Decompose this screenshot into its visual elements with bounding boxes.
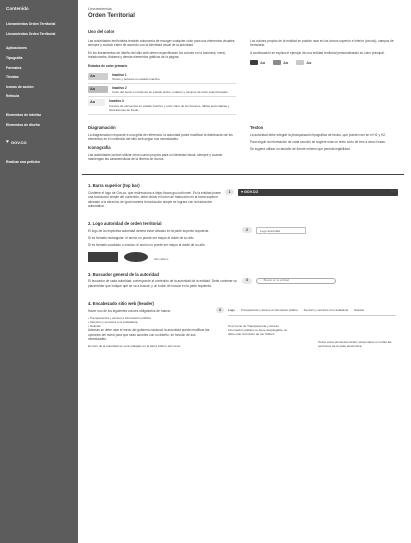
guideline-note: El color de la autoridad se verá reflejado en la barra inferior del menú. xyxy=(88,344,181,349)
state-chip: Aa xyxy=(88,99,105,106)
bullet-item: • Transparencia y acceso a información pública xyxy=(88,316,151,321)
bottom-note: Todos estos elementos deben presentarse en todas las secciones de la sede electrónica. xyxy=(318,340,392,349)
sidebar-item-lineamientos-2[interactable]: Lineamientos Orden Territorial xyxy=(6,31,56,36)
swatch-color xyxy=(250,60,258,65)
request-link[interactable]: Realizar una petición xyxy=(6,159,40,164)
icon-para: Las autoridades podrán utilizar otros iconos propios para su identidad visual, siempre y cuando mantengan las características de la librería de iconos. xyxy=(88,152,223,162)
section-divider xyxy=(82,174,404,175)
guideline-number: 2 xyxy=(242,227,252,233)
icon-heading: Iconografía xyxy=(88,145,111,151)
color-left-col xyxy=(88,39,236,115)
texts-para: Se sugiere utilizar un tamaño de fuente mínimo que permita legibilidad. xyxy=(250,147,351,152)
sidebar xyxy=(0,0,78,543)
state-desc: Color del hover en botones en estado activo, enlaces y campos de texto seleccionados. xyxy=(112,90,229,95)
diagram-left-col xyxy=(88,125,236,165)
sidebar-item-diseno[interactable]: Elementos de diseño xyxy=(6,122,40,127)
swatch xyxy=(296,60,311,65)
swatch xyxy=(250,60,265,65)
guideline-demo xyxy=(228,301,398,348)
bullet-item: • Atención y servicios a la ciudadanía xyxy=(88,320,138,325)
search-placeholder: Buscar en la entidad xyxy=(263,277,290,282)
swatch-color xyxy=(273,60,281,65)
guideline-text xyxy=(88,272,238,291)
guideline-search xyxy=(82,272,404,291)
guideline-para: Si es formato cuadrado o circular: el ancho no puede ser mayor al doble de su alto. xyxy=(88,243,206,248)
guideline-title: 1. Barra superior (top bar) xyxy=(88,183,140,189)
guideline-title: 2. Logo autoridad de orden territorial xyxy=(88,221,162,227)
shape-caption: Alto máximo xyxy=(154,258,169,262)
govco-logo-text: GOV.CO xyxy=(10,139,27,145)
header-demo xyxy=(228,307,396,316)
states-label: Estados de color primario xyxy=(88,64,128,69)
header-demo-logo: Logo xyxy=(228,308,235,313)
guideline-para: El logo de la respectiva autoridad deberá estar ubicado en la parte superior izquierda. xyxy=(88,228,210,233)
sidebar-title: Contenido xyxy=(6,6,29,11)
guideline-demo xyxy=(256,221,398,262)
state-chip: Aa xyxy=(88,73,108,80)
guideline-number: 1 xyxy=(225,189,234,195)
diagram-right-col xyxy=(250,125,398,165)
main-content xyxy=(82,0,404,358)
swatch-label: Aa xyxy=(260,60,266,66)
guideline-number: 3 xyxy=(242,278,252,284)
page-title: Orden Territorial xyxy=(88,13,135,20)
guideline-para: Además se debe usar el menú del gobierno nacional; la autoridad puede modificar las opciones del menú para que sean acordes con su diseño, en función de sus necesidades. xyxy=(88,328,210,341)
sidebar-item-tipografia[interactable]: Tipografía xyxy=(6,55,23,60)
state-name: Inactivo 1 xyxy=(112,72,127,77)
guideline-para: Hacer uso de los siguientes colores obligatorios de marca: xyxy=(88,308,171,313)
top-bar-logo: GOV.CO xyxy=(244,190,259,195)
heart-icon: ♥ xyxy=(241,190,245,195)
texts-para: La autoridad debe integrar la jerarquización tipográfica de títulos, que pueden ser en el H1 y H2. xyxy=(250,132,386,137)
color-section-heading: Uso del color xyxy=(88,29,115,35)
guideline-header xyxy=(82,301,404,348)
color-swatches xyxy=(250,60,398,65)
diagram-heading: Diagramación xyxy=(88,124,116,130)
color-para: Los colores propios de la entidad se podrán usar en los iconos superior e inferior (circulo), campos de formulario. xyxy=(250,39,394,48)
guideline-para: Si es formato rectangular: el ancho no puede ser mayor al doble de su alto. xyxy=(88,236,195,241)
state-desc: Textos y botones en estado inactivo. xyxy=(112,77,161,82)
state-text xyxy=(109,99,236,111)
side-note: Si el menú de Transparencia y acceso información pública no tiene desplegable, se debe usar la función de los 'drillers'. xyxy=(228,324,288,337)
search-input-demo[interactable] xyxy=(256,278,336,284)
state-chip: Aa xyxy=(88,86,108,93)
sidebar-item-iconos[interactable]: Iconos de acción xyxy=(6,84,34,89)
state-text xyxy=(112,73,160,81)
logo-authority-box: Logo autoridad xyxy=(256,227,306,234)
swatch-color xyxy=(296,60,304,65)
sidebar-item-interfaz[interactable]: Elementos de interfaz xyxy=(6,112,42,117)
guideline-demo xyxy=(256,272,398,291)
guideline-text xyxy=(88,301,212,348)
state-name: Inactivo 2 xyxy=(112,86,127,91)
sidebar-item-tiendas[interactable]: Tiendas xyxy=(6,75,19,80)
guideline-top-bar xyxy=(82,183,404,211)
guideline-number: 4 xyxy=(216,307,224,313)
swatch xyxy=(273,60,288,65)
header-demo-item[interactable]: Atención y servicios a la ciudadanía xyxy=(303,308,349,313)
logo-oval-example xyxy=(124,252,148,262)
texts-heading: Textos xyxy=(250,124,264,130)
header-demo-item[interactable]: Noticias xyxy=(354,308,365,313)
state-desc: Fondos de elementos en estado inactivo y color claro de los botones, tablas secundarias y ilustraciones de fondo. xyxy=(109,103,230,112)
logo-rect-example xyxy=(88,252,118,262)
state-text xyxy=(112,86,229,94)
guideline-para: Contiene el logo de Gov.co, que redirecciona a https://www.gov.co/home/. Es la entidad posee una traducción simple del contenido, debe ubicar el botón de traducción en la barra superior alineado a la derecha; de igual manera la traducción simple se lograra con la traducción automática. xyxy=(88,190,221,208)
swatch-label: Aa xyxy=(283,60,289,66)
color-right-col xyxy=(250,39,398,115)
sidebar-item-formatos[interactable]: Formatos xyxy=(6,65,22,70)
guideline-logo xyxy=(82,221,404,262)
search-icon: ⌕ xyxy=(260,277,262,282)
swatch-label: Aa xyxy=(306,60,312,66)
height-tag: Altura xyxy=(390,189,398,194)
state-row xyxy=(88,71,236,84)
texts-para: Para seguir la información de cada sección se sugiere usar un texto corto de tres a cinco líneas. xyxy=(250,139,386,144)
guideline-demo xyxy=(238,183,398,211)
guideline-text xyxy=(88,221,238,262)
diagram-section xyxy=(82,125,404,165)
state-name: Inactivo 3 xyxy=(109,99,124,104)
header-demo-item[interactable]: Transparencia y acceso a información pública xyxy=(240,308,298,313)
page-header xyxy=(82,0,404,20)
guideline-para: El buscador de cada autoridad, corresponde al contenido de la autoridad de la entidad. Debe contener un placeholder que indique qué se va a buscar, y un botón de buscar en la parte izquierda. xyxy=(88,279,238,288)
sidebar-item-aplicaciones[interactable]: Aplicaciones xyxy=(6,46,27,51)
sidebar-item-lineamientos[interactable]: Lineamientos Orden Territorial xyxy=(6,22,56,27)
top-bar-demo xyxy=(238,189,398,196)
guideline-title: 3. Buscador general de la autoridad xyxy=(88,271,159,277)
color-para: En los lineamientos de diseño del sitio web deben especificarse los colores en la botonera, menú, breadcrumbs, titulares y demás elementos gráficos de la página. xyxy=(88,50,227,60)
govco-logo-icon: ♥ xyxy=(6,139,9,146)
guideline-text xyxy=(88,183,221,211)
bullet-item: • Noticias xyxy=(88,324,101,329)
color-para: A continuación se explica el ejemplo de una entidad territorial personalizando su color principal. xyxy=(250,50,385,55)
guideline-title: 4. Encabezado sitio web (header) xyxy=(88,301,154,307)
diagram-para: La diagramación responde a una grilla de referencia, la autoridad podrá modificar la distribución de los elementos en el contenido del sitio web según sus necesidades. xyxy=(88,132,233,141)
govco-logo xyxy=(6,139,72,146)
page-subtitle: Lineamientos xyxy=(88,6,112,11)
sidebar-item-reticula[interactable]: Retícula xyxy=(6,94,20,99)
color-para: Las autoridades territoriales tendrán autonomía de escoger cualquier color para sus elementos visuales, siempre y cuando estén de acuerdo con la identidad visual de la autoridad. xyxy=(88,39,236,48)
color-section xyxy=(82,39,404,115)
state-row xyxy=(88,97,236,114)
state-row xyxy=(88,84,236,97)
logo-shapes xyxy=(88,252,238,262)
